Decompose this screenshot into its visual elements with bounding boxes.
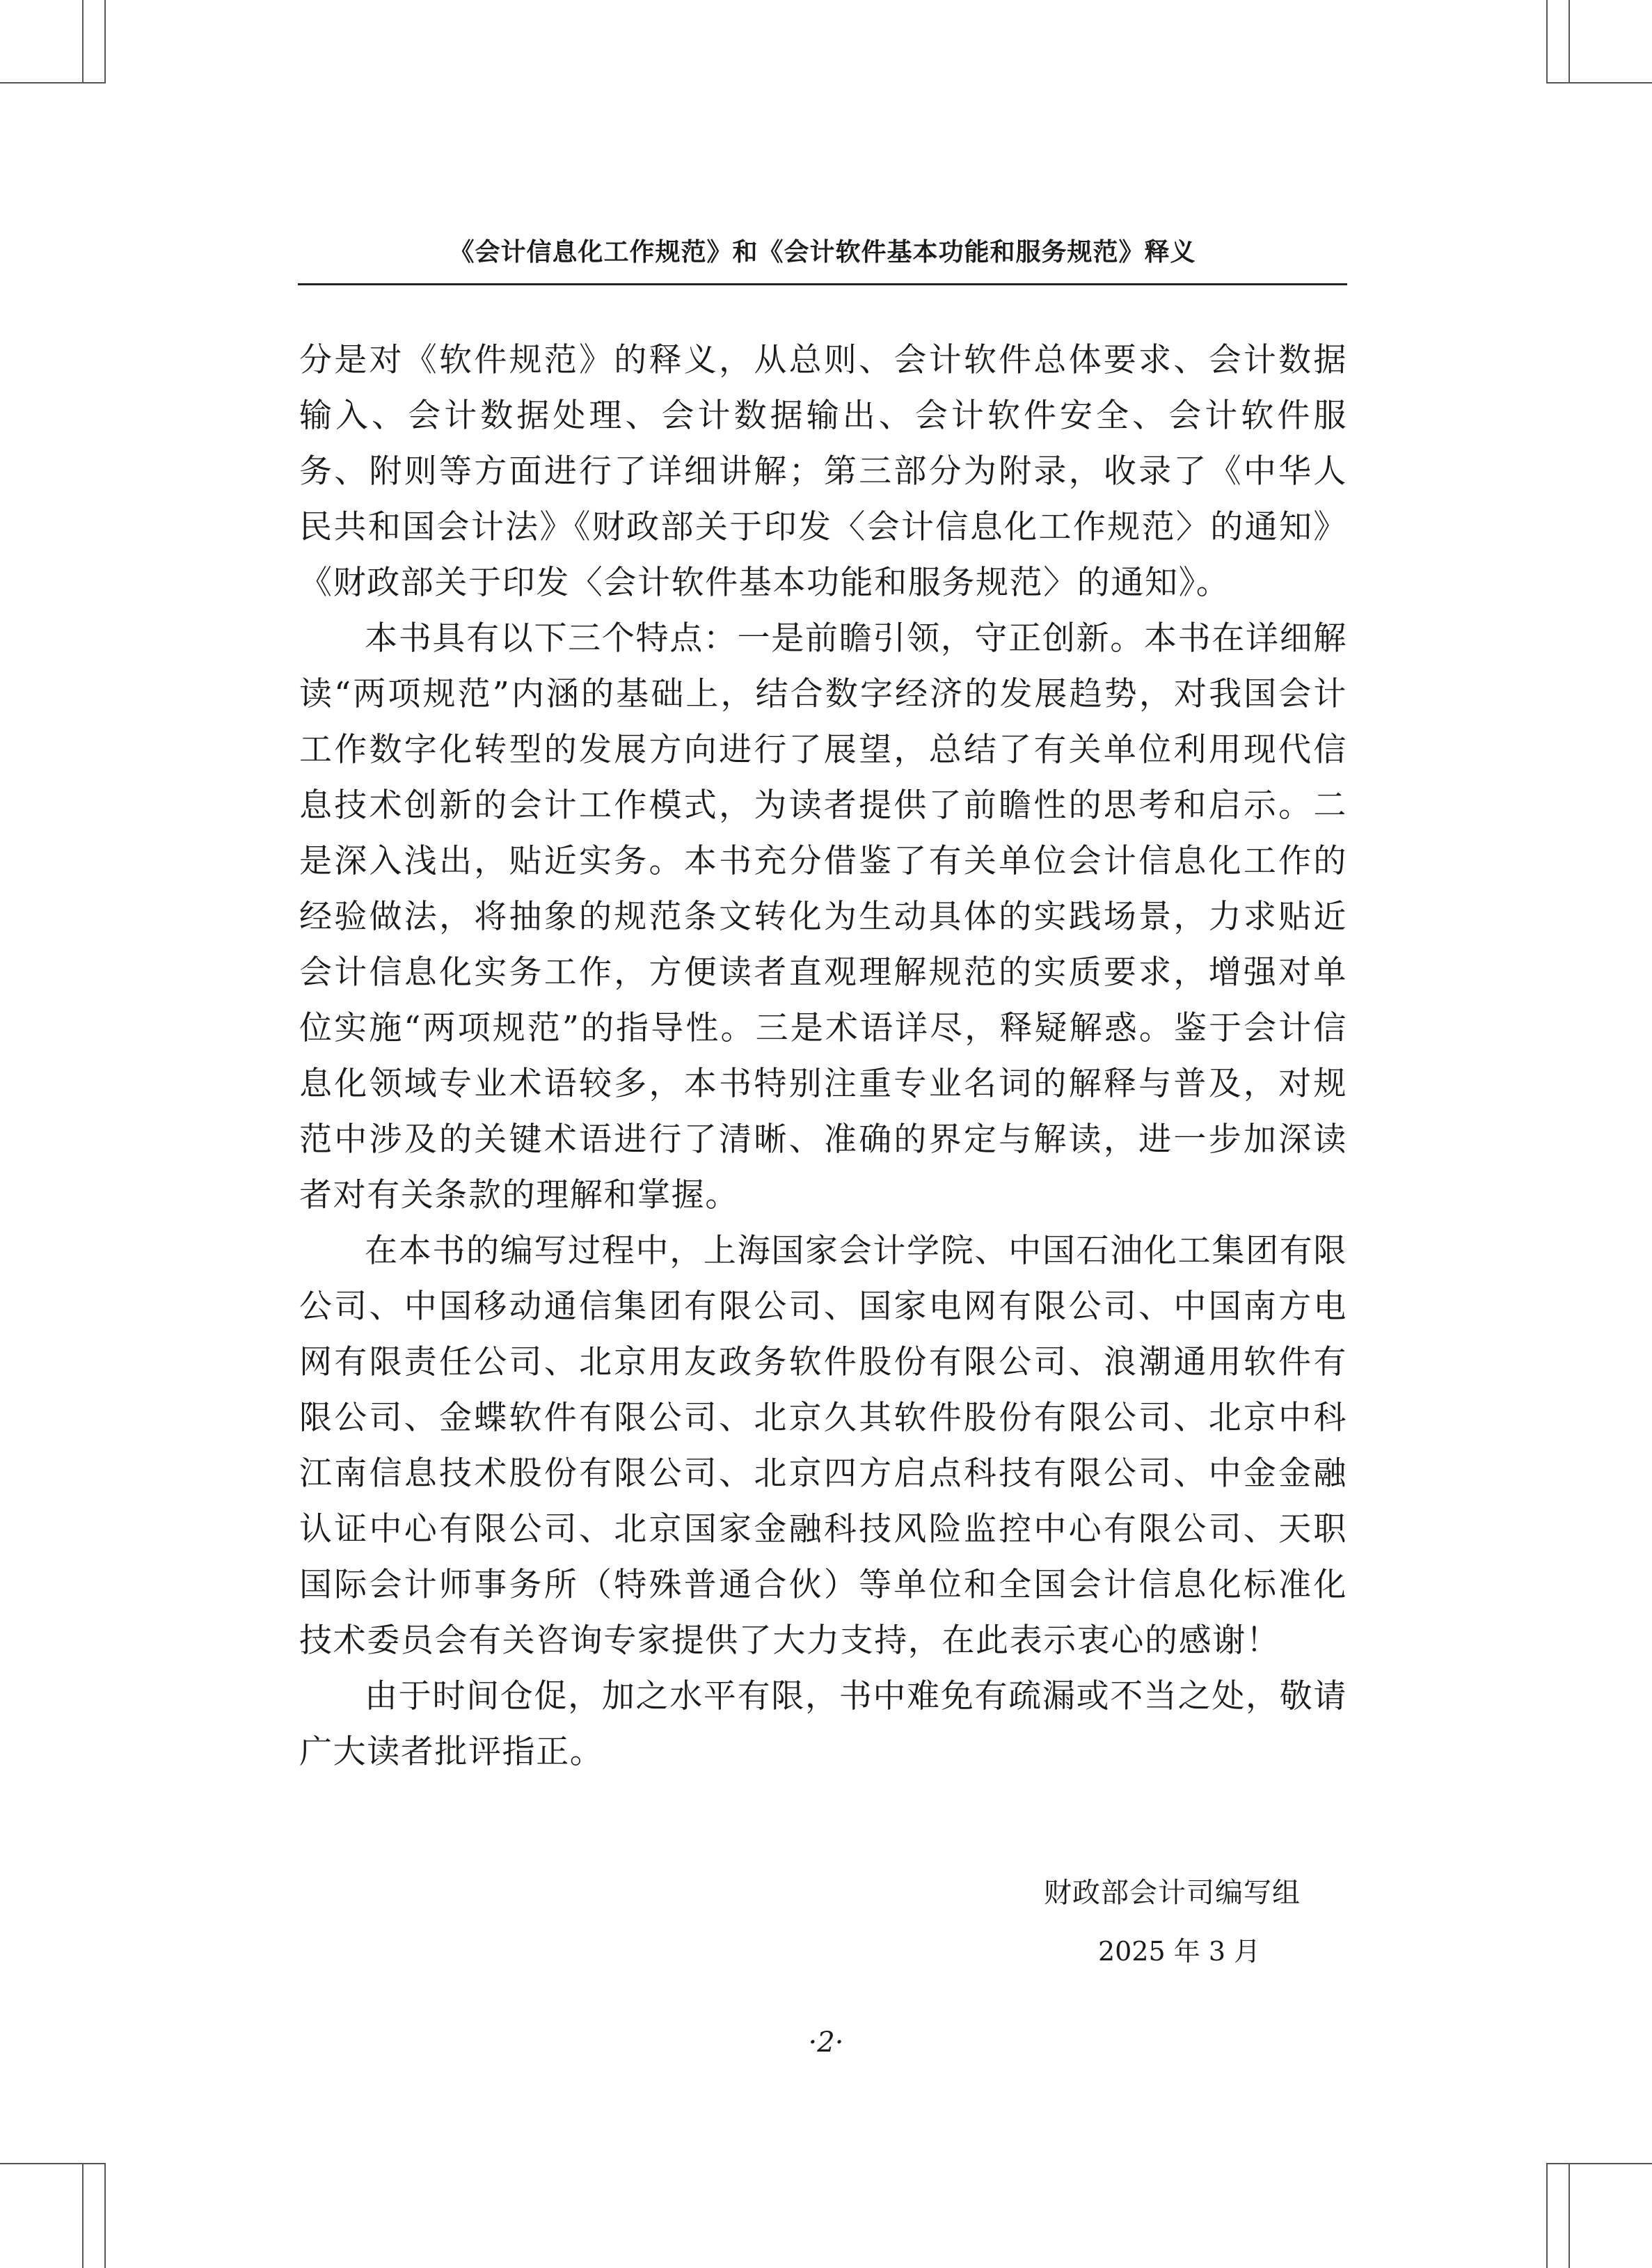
page-number: ·2· [808, 2027, 844, 2059]
signature-date: 2025 年 3 月 [1098, 1936, 1261, 1967]
running-header [298, 230, 1347, 285]
signature-block [939, 1872, 1357, 1972]
crop-mark-bottom-right-vertical [1546, 2163, 1548, 2268]
body-text [299, 333, 1347, 1780]
signature-organization: 财政部会计司编写组 [1044, 1877, 1301, 1909]
crop-mark-bottom-left-horizontal [0, 2163, 106, 2164]
crop-mark-bottom-right-horizontal [1546, 2163, 1652, 2164]
crop-mark-top-left-horizontal [0, 82, 106, 84]
crop-mark-bottom-left-vertical-inner [104, 2163, 106, 2268]
crop-mark-top-left-vertical [82, 0, 84, 82]
crop-mark-bottom-left-vertical [82, 2163, 84, 2268]
paragraph-features: 本书具有以下三个特点：一是前瞻引领，守正创新。本书在详细解读“两项规范”内涵的基础上，结合数字经济的发展趋势，对我国会计工作数字化转型的发展方向进行了展望，总结了有关单位利用现代信息技术创新的会计工作模式，为读者提供了前瞻性的思考和启示。二是深入浅出，贴近实务。本书充分借鉴了有关单位会计信息化工作的经验做法，将抽象的规范条文转化为生动具体的实践场景，力求贴近会计信息化实务工作，方便读者直观理解规范的实质要求，增强对单位实施“两项规范”的指导性。三是术语详尽，释疑解惑。鉴于会计信息化领域专业术语较多，本书特别注重专业名词的解释与普及，对规范中涉及的关键术语进行了清晰、准确的界定与解读，进一步加深读者对有关条款的理解和掌握。 [299, 619, 1347, 1214]
crop-mark-top-left-vertical-inner [104, 0, 106, 82]
crop-mark-top-right-horizontal [1546, 82, 1652, 84]
crop-mark-top-right-vertical [1546, 0, 1548, 82]
paragraph-acknowledgements: 在本书的编写过程中，上海国家会计学院、中国石油化工集团有限公司、中国移动通信集团有限公司、国家电网有限公司、中国南方电网有限责任公司、北京用友政务软件股份有限公司、浪潮通用软件有限公司、金蝶软件有限公司、北京久其软件股份有限公司、北京中科江南信息技术股份有限公司、北京四方启点科技有限公司、中金金融认证中心有限公司、北京国家金融科技风险监控中心有限公司、天职国际会计师事务所（特殊普通合伙）等单位和全国会计信息化标准化技术委员会有关咨询专家提供了大力支持，在此表示衷心的感谢！ [299, 1232, 1347, 1660]
paragraph-apology: 由于时间仓促，加之水平有限，书中难免有疏漏或不当之处，敬请广大读者批评指正。 [299, 1677, 1347, 1771]
paragraph-continued: 分是对《软件规范》的释义，从总则、会计软件总体要求、会计数据输入、会计数据处理、会计数据输出、会计软件安全、会计软件服务、附则等方面进行了详细讲解；第三部分为附录，收录了《中华人民共和国会计法》《财政部关于印发〈会计信息化工作规范〉的通知》《财政部关于印发〈会计软件基本功能和服务规范〉的通知》。 [299, 341, 1347, 602]
running-header-title: 《会计信息化工作规范》和《会计软件基本功能和服务规范》释义 [449, 237, 1196, 267]
crop-mark-bottom-right-vertical-inner [1568, 2163, 1570, 2268]
crop-mark-top-right-vertical-inner [1568, 0, 1570, 82]
